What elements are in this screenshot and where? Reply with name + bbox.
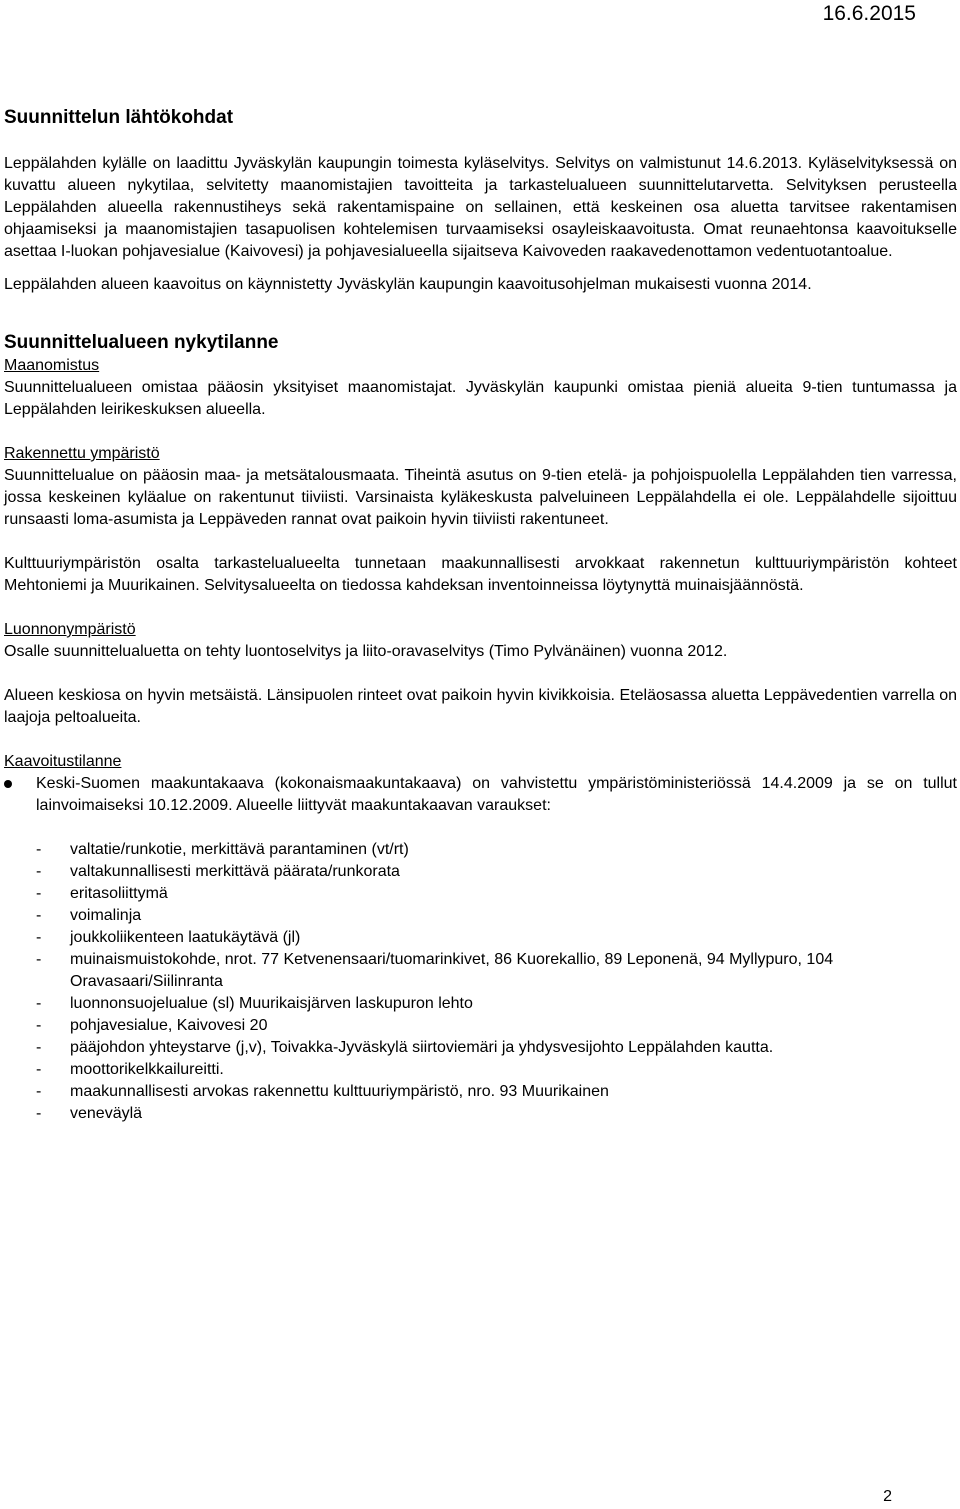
paragraph-rakennettu-ymparisto: Suunnittelualue on pääosin maa- ja metsätalousmaata. Tiheintä asutus on 9-tien etelä- ja pohjoispuolella Leppälahden tien varressa, jossa keskeinen kyläalue on rakentunut tiiviisti. Varsinaista kyläkeskusta palveluineen Leppälahdella ei ole. Leppälahdelle sijoittuu runsaasti loma-asumista ja Leppäveden rannat ovat paikoin hyvin tiiviisti rakentuneet.	[4, 467, 957, 528]
list-item: - moottorikelkkailureitti.	[4, 1059, 957, 1081]
section-title-nykytilanne: Suunnittelualueen nykytilanne	[4, 332, 279, 353]
bullet-item-maakuntakaava	[4, 773, 957, 817]
paragraph-kylaselvitys: Leppälahden kylälle on laadittu Jyväskylän kaupungin toimesta kyläselvitys. Selvitys on valmistunut 14.6.2013. Kyläselvityksessä on kuvattu alueen nykytilaa, selvitetty maanomistajien tavoitteita ja tarkastelualueen suunnittelutarvetta. Selvityksen perusteella Leppälahden alueella rakennustiheys sekä rakentamispaine on sellainen, että keskeinen osa aluetta tarvitsee rakentamisen ohjaamiseksi ja maanomistajien tasapuolisen kohtelemisen turvaamiseksi osayleiskaavoitusta. Omat reunaehtonsa kaavoitukselle asettaa I-luokan pohjavesialue (Kaivovesi) ja pohjavesialueella sijaitseva Kaivoveden raakavedenottamon vedentuotantoalue.	[4, 155, 957, 260]
page-date: 16.6.2015	[822, 2, 916, 25]
paragraph-luontoselvitys: Osalle suunnittelualuetta on tehty luontoselvitys ja liito-oravaselvitys (Timo Pylvänäinen) vuonna 2012.	[4, 643, 728, 660]
list-item: - eritasoliittymä	[4, 883, 957, 905]
maakuntakaava-varaukset-list	[4, 839, 957, 1125]
section-title-lahtokohdat: Suunnittelun lähtökohdat	[4, 107, 234, 128]
bullet-dot-icon	[4, 780, 12, 788]
list-item: - pääjohdon yhteystarve (j,v), Toivakka-Jyväskylä siirtoviemäri ja yhdysvesijohto Leppälahden kautta.	[4, 1037, 957, 1059]
subheading-rakennettu-ymparisto: Rakennettu ympäristö	[4, 445, 160, 462]
list-item: - voimalinja	[4, 905, 957, 927]
list-item: - muinaismuistokohde, nrot. 77 Ketvenensaari/tuomarinkivet, 86 Kuorekallio, 89 Leponenä, 94 Myllypuro, 104 Oravasaari/Siilinranta	[4, 949, 957, 993]
paragraph-metsaisyys: Alueen keskiosa on hyvin metsäistä. Länsipuolen rinteet ovat paikoin hyvin kivikkoisia. Eteläosassa aluetta Leppävedentien varrella on laajoja peltoalueita.	[4, 687, 957, 726]
subheading-luonnonymparisto: Luonnonympäristö	[4, 621, 136, 638]
list-item: - pohjavesialue, Kaivovesi 20	[4, 1015, 957, 1037]
paragraph-kaavoitus-kaynnistetty: Leppälahden alueen kaavoitus on käynnistetty Jyväskylän kaupungin kaavoitusohjelman mukaisesti vuonna 2014.	[4, 276, 812, 293]
subheading-maanomistus: Maanomistus	[4, 357, 100, 374]
bullet-text: Keski-Suomen maakuntakaava (kokonaismaakuntakaava) on vahvistettu ympäristöministeriössä 14.4.2009 ja se on tullut lainvoimaiseksi 10.12.2009. Alueelle liittyvät maakuntakaavan varaukset:	[36, 775, 957, 814]
document-body	[4, 106, 957, 1125]
paragraph-kulttuuriymparisto: Kulttuuriympäristön osalta tarkastelualueelta tunnetaan maakunnallisesti arvokkaat rakennetun kulttuuriympäristön kohteet Mehtoniemi ja Muurikainen. Selvitysalueelta on tiedossa kahdeksan inventoinneissa löytynyttä muinaisjäännöstä.	[4, 555, 957, 594]
paragraph-maanomistus: Suunnittelualueen omistaa pääosin yksityiset maanomistajat. Jyväskylän kaupunki omistaa pieniä alueita 9-tien tuntumassa ja Leppälahden leirikeskuksen alueella.	[4, 379, 957, 418]
list-item: - joukkoliikenteen laatukäytävä (jl)	[4, 927, 957, 949]
list-item: - maakunnallisesti arvokas rakennettu kulttuuriympäristö, nro. 93 Muurikainen	[4, 1081, 957, 1103]
list-item: - valtakunnallisesti merkittävä päärata/runkorata	[4, 861, 957, 883]
list-item: - valtatie/runkotie, merkittävä parantaminen (vt/rt)	[4, 839, 957, 861]
list-item: - luonnonsuojelualue (sl) Muurikaisjärven laskupuron lehto	[4, 993, 957, 1015]
subheading-kaavoitustilanne: Kaavoitustilanne	[4, 753, 122, 770]
page-number: 2	[883, 1488, 892, 1505]
list-item: - veneväylä	[4, 1103, 957, 1125]
